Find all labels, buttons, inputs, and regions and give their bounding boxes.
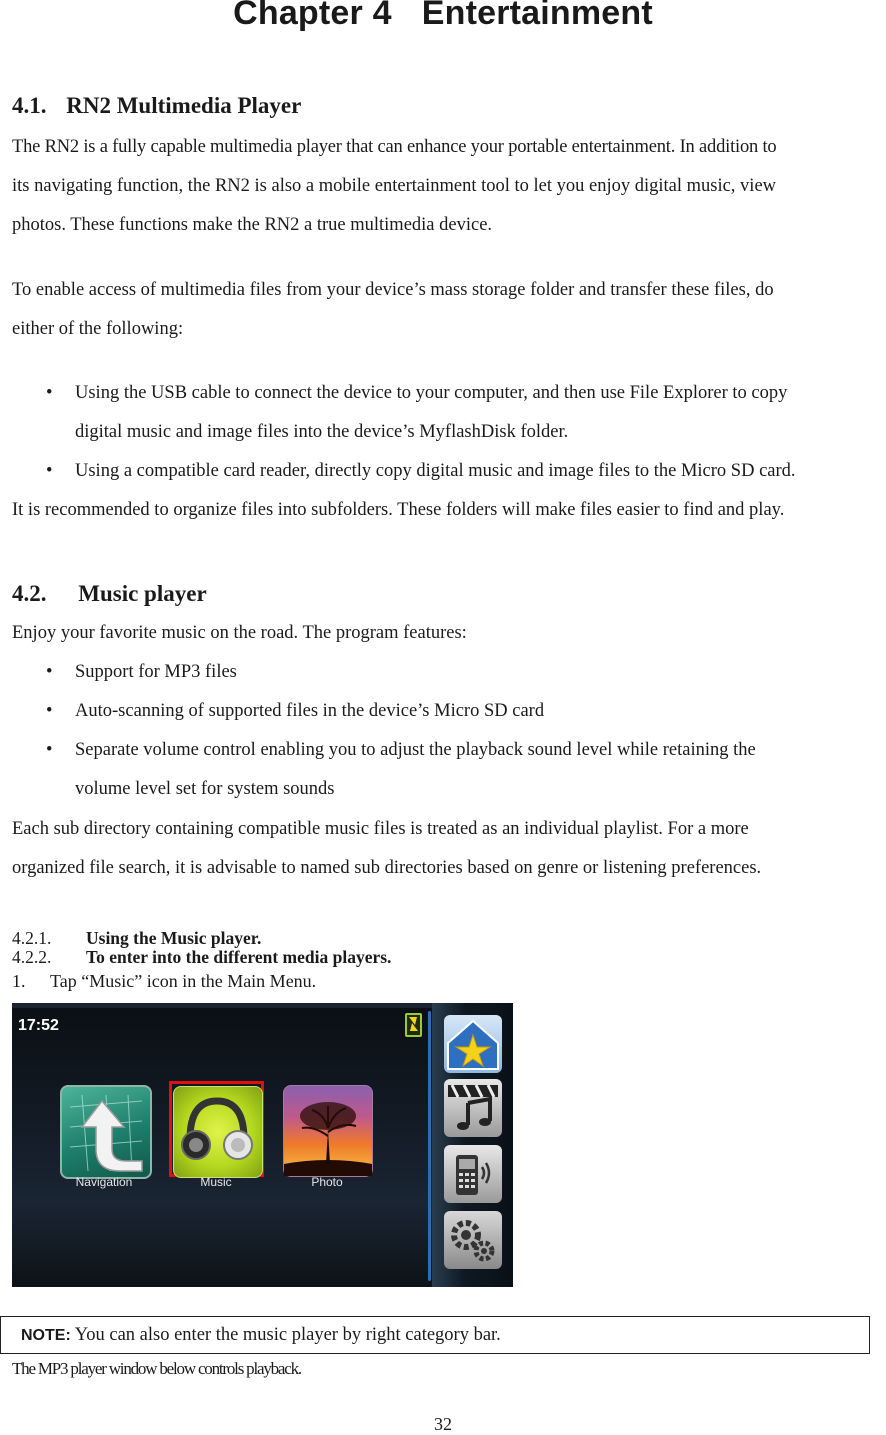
subsection-number: 4.2.2.: [12, 947, 52, 967]
bullet-item: [46, 692, 886, 731]
subsection-4-2-1-heading: [12, 928, 261, 948]
playlist-paragraph: [12, 810, 878, 888]
paragraph-line: The RN2 is a fully capable multimedia player that can enhance your portable entertainment. In addition to: [12, 137, 777, 157]
photo-label: Photo: [311, 1175, 343, 1189]
chapter-title: Entertainment: [421, 0, 653, 32]
note-label: NOTE:: [21, 1327, 71, 1344]
section-4-1-heading: [12, 93, 301, 119]
paragraph-line: To enable access of multimedia files from your device’s mass storage folder and transfer these files, do: [12, 280, 774, 300]
navigation-tile[interactable]: [60, 1085, 152, 1179]
battery-icon: [405, 1013, 422, 1037]
status-bar: [12, 1003, 432, 1008]
subsection-title: Using the Music player.: [86, 928, 262, 948]
footer-sentence: The MP3 player window below controls playback.: [12, 1359, 301, 1378]
bullet-text: [75, 731, 885, 809]
access-paragraph: [12, 271, 886, 349]
music-label: Music: [200, 1175, 232, 1189]
step-text: Tap “Music” icon in the Main Menu.: [50, 971, 317, 991]
chapter-number: Chapter 4: [233, 0, 392, 32]
bullet-line: Using the USB cable to connect the device to your computer, and then use File Explorer to copy: [75, 383, 788, 403]
page-number: 32: [434, 1414, 452, 1434]
paragraph-line: either of the following:: [12, 319, 184, 339]
chapter-heading: [0, 0, 886, 33]
music-tile[interactable]: [173, 1086, 263, 1178]
bullet-dot: •: [46, 662, 53, 682]
section-title: RN2 Multimedia Player: [66, 93, 302, 118]
bullet-text: Support for MP3 files: [75, 662, 237, 682]
bullet-item: [46, 374, 886, 452]
phone-button[interactable]: [444, 1145, 502, 1203]
paragraph-line: photos. These functions make the RN2 a true multimedia device.: [12, 215, 493, 235]
bullet-item: [46, 653, 886, 692]
paragraph-line: organized file search, it is advisable to named sub directories based on genre or listening preferences.: [12, 858, 762, 878]
recommend-paragraph: It is recommended to organize files into subfolders. These folders will make files easier to find and play.: [12, 500, 785, 520]
media-button[interactable]: [444, 1079, 502, 1137]
settings-button[interactable]: [444, 1211, 502, 1269]
note-box: [0, 1316, 870, 1354]
bullet-dot: •: [46, 383, 53, 403]
step-1: [12, 971, 316, 991]
photo-tile[interactable]: [283, 1085, 373, 1177]
music-intro: Enjoy your favorite music on the road. The program features:: [12, 623, 467, 643]
section-number: 4.2.: [12, 581, 47, 606]
bullet-text: [75, 374, 885, 452]
media-icon: [444, 1079, 502, 1137]
favorites-button[interactable]: [444, 1015, 502, 1073]
bullet-dot: •: [46, 701, 53, 721]
subsection-title: To enter into the different media players.: [86, 947, 392, 967]
main-menu-screenshot: [12, 1003, 513, 1287]
bullet-dot: •: [46, 461, 53, 481]
bullet-line: Separate volume control enabling you to adjust the playback sound level while retaining the: [75, 740, 756, 760]
bullet-item: [46, 731, 886, 809]
phone-icon: [444, 1145, 502, 1203]
step-number: 1.: [12, 971, 26, 991]
subsection-4-2-2-heading: [12, 947, 391, 967]
navigation-label: Navigation: [75, 1175, 133, 1189]
section-title: Music player: [78, 581, 207, 606]
intro-paragraph: [12, 128, 886, 245]
navigation-icon: [62, 1087, 150, 1177]
bullet-line: volume level set for system sounds: [75, 779, 335, 799]
section-number: 4.1.: [12, 93, 47, 118]
paragraph-line: its navigating function, the RN2 is also a mobile entertainment tool to let you enjoy digital music, view: [12, 176, 777, 196]
subsection-number: 4.2.1.: [12, 928, 52, 948]
bullet-text: Using a compatible card reader, directly copy digital music and image files to the Micro SD card.: [75, 461, 796, 481]
settings-icon: [444, 1211, 502, 1269]
bullet-text: Auto-scanning of supported files in the device’s Micro SD card: [75, 701, 545, 721]
bullet-item: [46, 452, 886, 491]
section-4-2-heading: [12, 581, 207, 607]
note-text: You can also enter the music player by right category bar.: [74, 1325, 501, 1345]
clock: 17:52: [18, 1017, 59, 1034]
favorites-icon: [444, 1015, 502, 1073]
headphones-icon: [174, 1087, 260, 1175]
bullet-line: digital music and image files into the device’s MyflashDisk folder.: [75, 422, 569, 442]
tree-icon: [284, 1086, 372, 1176]
bullet-dot: •: [46, 740, 53, 760]
category-divider: [428, 1011, 431, 1281]
paragraph-line: Each sub directory containing compatible music files is treated as an individual playlist. For a more: [12, 819, 749, 839]
